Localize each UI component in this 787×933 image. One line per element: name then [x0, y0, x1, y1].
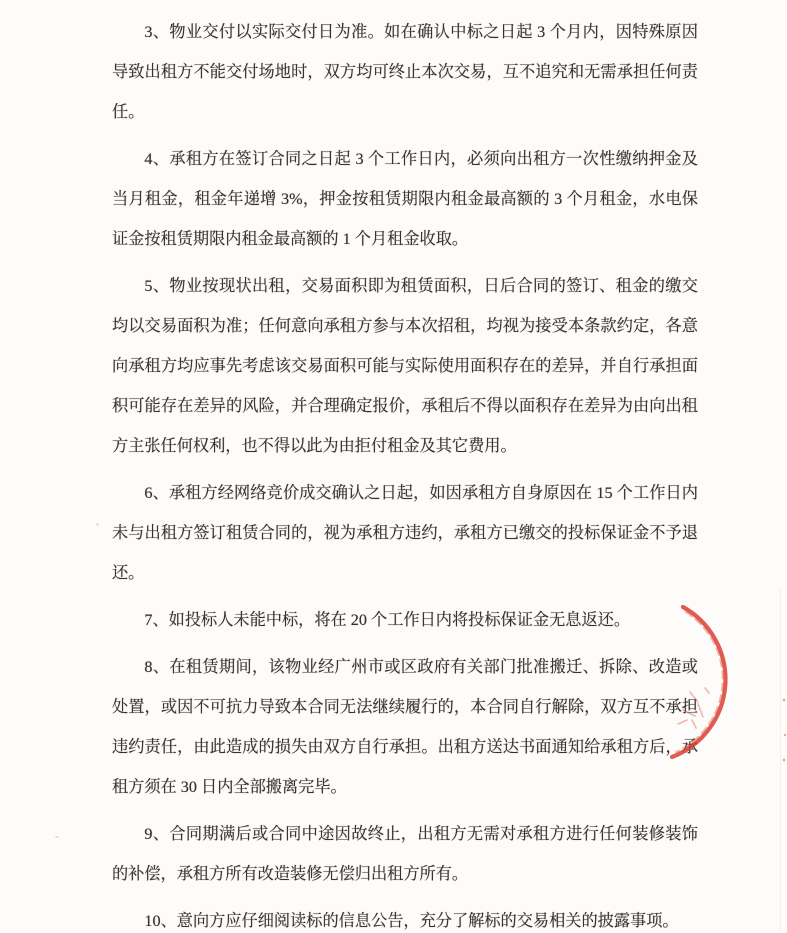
clause-3: 3、物业交付以实际交付日为准。如在确认中标之日起 3 个月内，因特殊原因导致出租方不能交付场地时，双方均可终止本次交易，互不追究和无需承担任何责任。: [112, 23, 698, 121]
clause-8: 8、在租赁期间，该物业经广州市或区政府有关部门批准搬迁、拆除、改造或处置，或因不可抗力导致本合同无法继续履行的，本合同自行解除，双方互不承担违约责任，由此造成的损失由双方自行承担。出租方送达书面通知给承租方后，承租方须在 30 日内全部搬离完毕。: [112, 658, 698, 796]
edge-red-specks: [783, 699, 787, 762]
clause-6: 6、承租方经网络竞价成交确认之日起，如因承租方自身原因在 15 个工作日内未与出租方签订租赁合同的，视为承租方违约，承租方已缴交的投标保证金不予退还。: [112, 484, 698, 582]
scan-speck: [55, 836, 59, 838]
clause-10: 10、意向方应仔细阅读标的信息公告，充分了解标的交易相关的披露事项。: [144, 912, 679, 930]
scan-speck: [96, 523, 99, 526]
clause-4: 4、承租方在签订合同之日起 3 个工作日内，必须向出租方一次性缴纳押金及当月租金，租金年递增 3%，押金按租赁期限内租金最高额的 3 个月租金，水电保证金按租赁期限内租金最高额的 1 个月租金收取。: [112, 150, 698, 248]
contract-clauses: [112, 12, 698, 933]
clause-5: 5、物业按现状出租，交易面积即为租赁面积，日后合同的签订、租金的缴交均以交易面积为准；任何意向承租方参与本次招租，均视为接受本条款约定，各意向承租方均应事先考虑该交易面积可能与实际使用面积存在的差异，并自行承担面积可能存在差异的风险，并合理确定报价，承租后不得以面积存在差异为由向出租方主张任何权利，也不得以此为由拒付租金及其它费用。: [112, 277, 698, 455]
clause-7: 7、如投标人未能中标，将在 20 个工作日内将投标保证金无息返还。: [144, 611, 631, 629]
clause-9: 9、合同期满后或合同中途因故终止，出租方无需对承租方进行任何装修装饰的补偿，承租方所有改造装修无偿归出租方所有。: [112, 825, 698, 883]
paper-edge-shadow: [780, 588, 781, 933]
